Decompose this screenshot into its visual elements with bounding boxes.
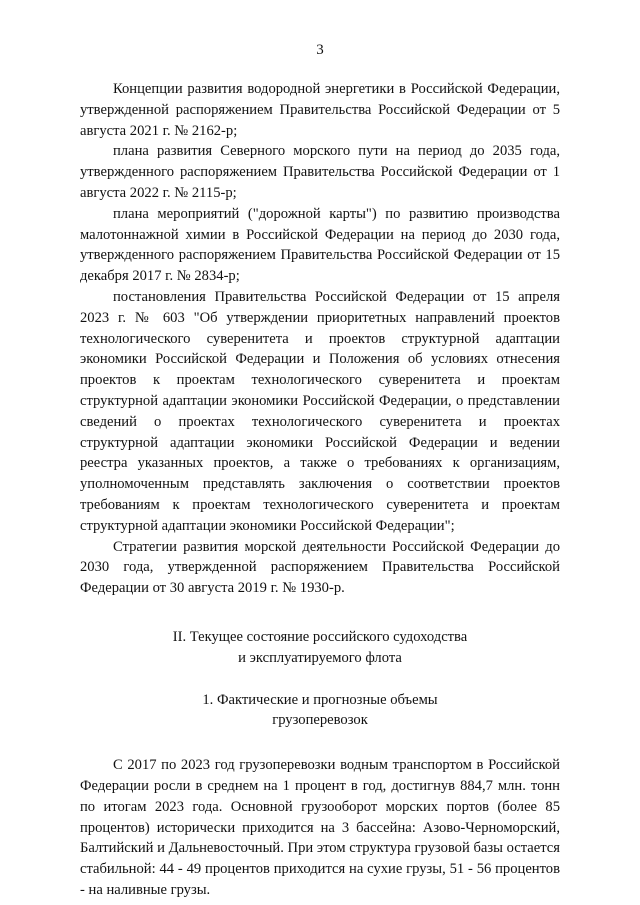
paragraph-roadmap-chemistry: плана мероприятий ("дорожной карты") по развитию производства малотоннажной химии в Российской Федерации на период до 2030 года, утвержденного распоряжением Правительства Российской Федерации от 15 декабря 2017 г. № 2834-р; [80,205,560,285]
page-number: 3 [316,42,324,58]
sub-heading-line-1: 1. Фактические и прогнозные объемы [202,691,438,708]
paragraph-resolution-603: постановления Правительства Российской Федерации от 15 апреля 2023 г. № 603 "Об утверждении приоритетных направлений проектов технологического суверенитета и проектов структурной адаптации экономики Российской Федерации и Положения об условиях отнесения проектов к проектам технологического суверенитета и проектам структурной адаптации экономики Российской Федерации, о представлении сведений о проектах технологического суверенитета и проектах структурной адаптации экономики Российской Федерации и ведении реестра указанных проектов, а также о требованиях к организациям, уполномоченным представлять заключения о соответствии проектов требованиям к проектам технологического суверенитета и проектам структурной адаптации экономики Российской Федерации"; [80,288,560,534]
section-heading [80,627,560,669]
paragraph-northern-sea-route: плана развития Северного морского пути на период до 2035 года, утвержденного распоряжением Правительства Российской Федерации от 1 августа 2022 г. № 2115-р; [80,143,560,201]
section-heading-line-1: II. Текущее состояние российского судоходства [172,628,468,645]
section-heading-line-2: и эксплуатируемого флота [238,649,402,666]
paragraph-maritime-strategy: Стратегии развития морской деятельности Российской Федерации до 2030 года, утвержденной распоряжением Правительства Российской Федерации от 30 августа 2019 г. № 1930-р. [80,538,560,597]
document-body [80,79,560,901]
paragraph-cargo-volumes: С 2017 по 2023 год грузоперевозки водным транспортом в Российской Федерации росли в среднем на 1 процент в год, достигнув 884,7 млн. тонн по итогам 2023 года. Основной грузооборот морских портов (более 85 процентов) исторически приходится на 3 бассейна: Азово-Черноморский, Балтийский и Дальневосточный. При этом структура грузовой базы остается стабильной: 44 - 49 процентов приходится на сухие грузы, 51 - 56 процентов - на наливные грузы. [80,757,560,898]
paragraph-hydrogen-concept: Концепции развития водородной энергетики в Российской Федерации, утвержденной распоряжением Правительства Российской Федерации от 5 августа 2021 г. № 2162-р; [80,81,560,139]
sub-heading-line-2: грузоперевозок [272,712,368,729]
sub-heading [80,690,560,732]
